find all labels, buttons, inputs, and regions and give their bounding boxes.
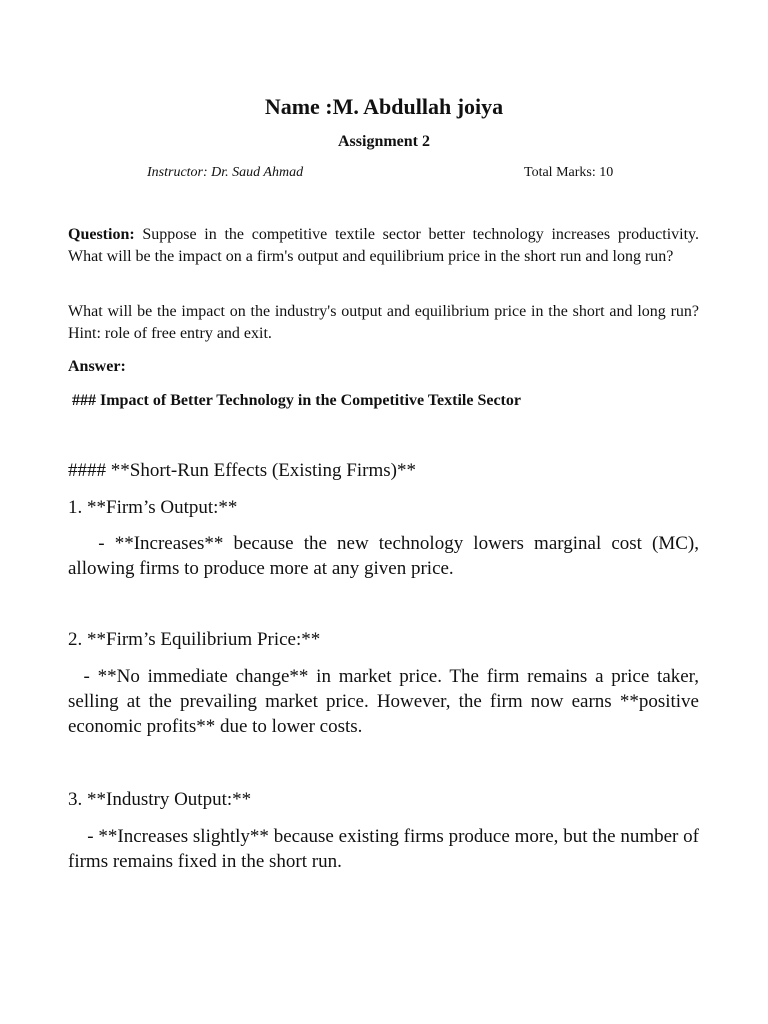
assignment-subtitle: Assignment 2 <box>337 133 430 150</box>
item2-text: - **No immediate change** in market price. The firm remains a price taker, selling at the prevailing market price. However, the firm now earns **positive economic profits** due to lower costs. <box>68 666 704 737</box>
question-label: Question: <box>68 226 135 243</box>
item3-title: 3. **Industry Output:** <box>68 789 252 810</box>
instructor-line: Instructor: Dr. Saud Ahmad <box>147 165 304 180</box>
answer-heading: ### Impact of Better Technology in the Competitive Textile Sector <box>68 392 521 409</box>
question-followup: What will be the impact on the industry's output and equilibrium price in the short and long run? Hint: role of free entry and exit. <box>68 303 699 342</box>
item1-title: 1. **Firm’s Output:** <box>68 497 238 518</box>
total-marks: Total Marks: 10 <box>524 165 614 180</box>
section-heading: #### **Short-Run Effects (Existing Firms)** <box>68 460 416 481</box>
question-text: Suppose in the competitive textile sector better technology increases productivity. What will be the impact on a firm's output and equilibrium price in the short run and long run? <box>68 226 699 265</box>
question-paragraph <box>68 224 699 268</box>
item1-text: - **Increases** because the new technology lowers marginal cost (MC), allowing firms to produce more at any given price. <box>68 533 704 579</box>
item3-text: - **Increases slightly** because existing firms produce more, but the number of firms remains fixed in the short run. <box>68 826 704 872</box>
page-title: Name :M. Abdullah joiya <box>264 94 504 119</box>
item2-title: 2. **Firm’s Equilibrium Price:** <box>68 629 321 650</box>
answer-label: Answer: <box>68 358 126 375</box>
